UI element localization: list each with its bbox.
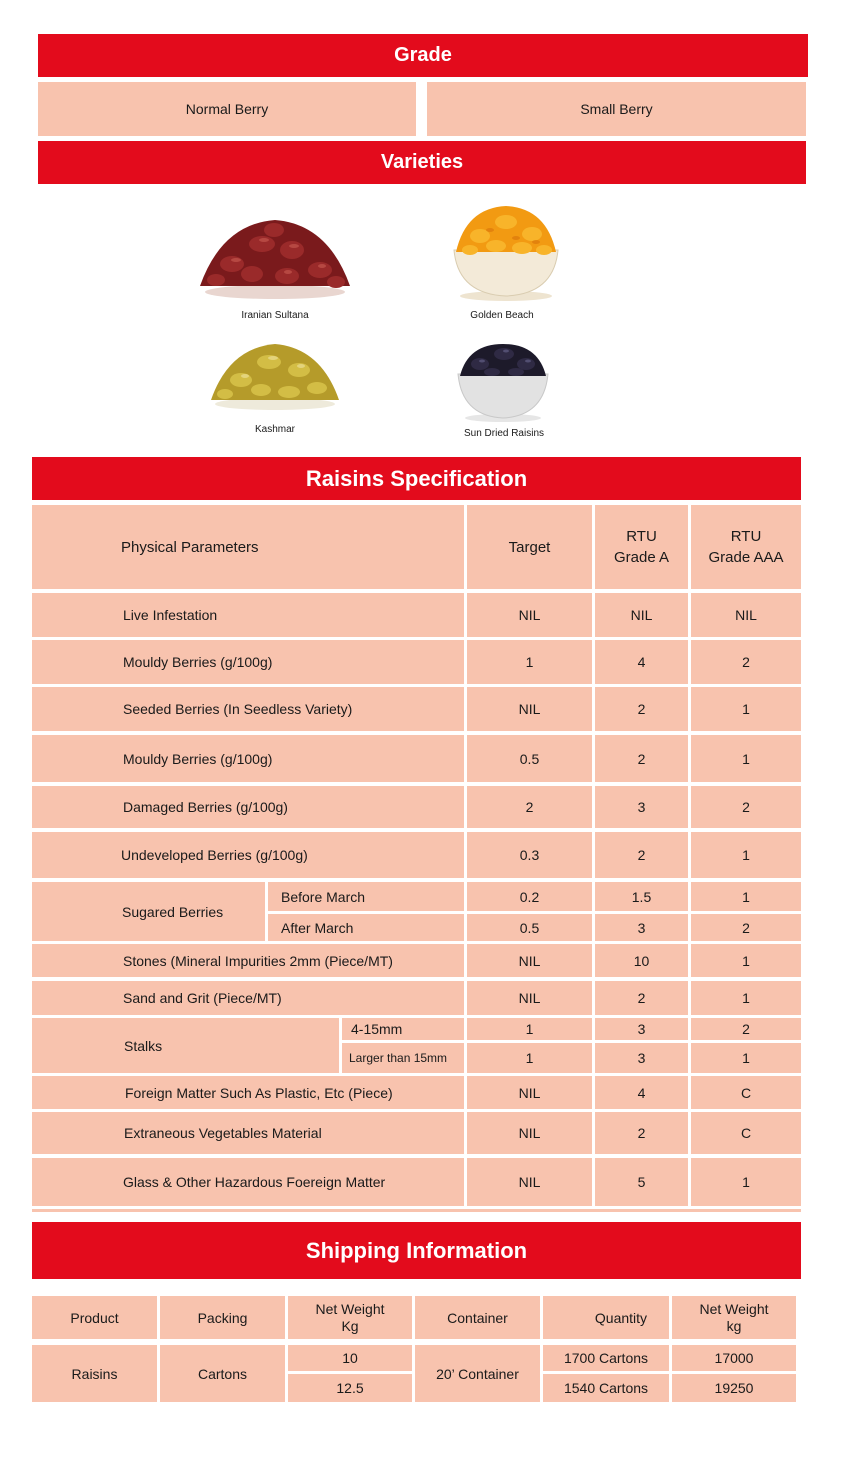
varieties-header [38, 141, 806, 184]
golden-raisins-bowl-image [446, 202, 566, 302]
ship-container: 20’ Container [415, 1345, 540, 1402]
ship-net-weight-2: 12.5 [288, 1374, 412, 1402]
green-raisins-pile-image [205, 338, 345, 412]
ship-quantity-2: 1540 Cartons [543, 1374, 669, 1402]
ship-header-net-weight: Net Weight Kg [288, 1296, 412, 1339]
varieties-title: Varieties [380, 151, 464, 173]
ship-header-net-weight-total: Net Weight kg [672, 1296, 796, 1339]
ship-header-product: Product [32, 1296, 157, 1339]
ship-header-quantity: Quantity [543, 1296, 669, 1339]
ship-total-2: 19250 [672, 1374, 796, 1402]
grade-title: Grade [394, 44, 452, 66]
variety-label-sun-dried-raisins: Sun Dried Raisins [463, 428, 545, 439]
ship-quantity-1: 1700 Cartons [543, 1345, 669, 1371]
variety-label-kashmar: Kashmar [254, 424, 295, 435]
spec-bottom-border [32, 1209, 801, 1212]
spec-header [32, 457, 801, 500]
grade-option-normal-berry: Normal Berry [38, 82, 416, 136]
shipping-title: Shipping Information [305, 1237, 528, 1263]
spec-header-param: Physical Parameters [32, 505, 464, 589]
ship-product: Raisins [32, 1345, 157, 1402]
grade-header [38, 34, 808, 77]
variety-label-iranian-sultana: Iranian Sultana [241, 310, 309, 321]
spec-header-grade-aaa: RTU Grade AAA [691, 505, 801, 589]
spec-title: Raisins Specification [305, 465, 528, 491]
ship-packing: Cartons [160, 1345, 285, 1402]
spec-header-target: Target [467, 505, 592, 589]
ship-header-container: Container [415, 1296, 540, 1339]
ship-net-weight-1: 10 [288, 1345, 412, 1371]
red-raisins-pile-image [192, 214, 358, 300]
shipping-header [32, 1222, 801, 1279]
spec-header-grade-a: RTU Grade A [595, 505, 688, 589]
grade-option-small-berry: Small Berry [427, 82, 806, 136]
variety-label-golden-beach: Golden Beach [470, 310, 534, 321]
ship-total-1: 17000 [672, 1345, 796, 1371]
black-raisins-bowl-image [452, 340, 554, 422]
ship-header-packing: Packing [160, 1296, 285, 1339]
